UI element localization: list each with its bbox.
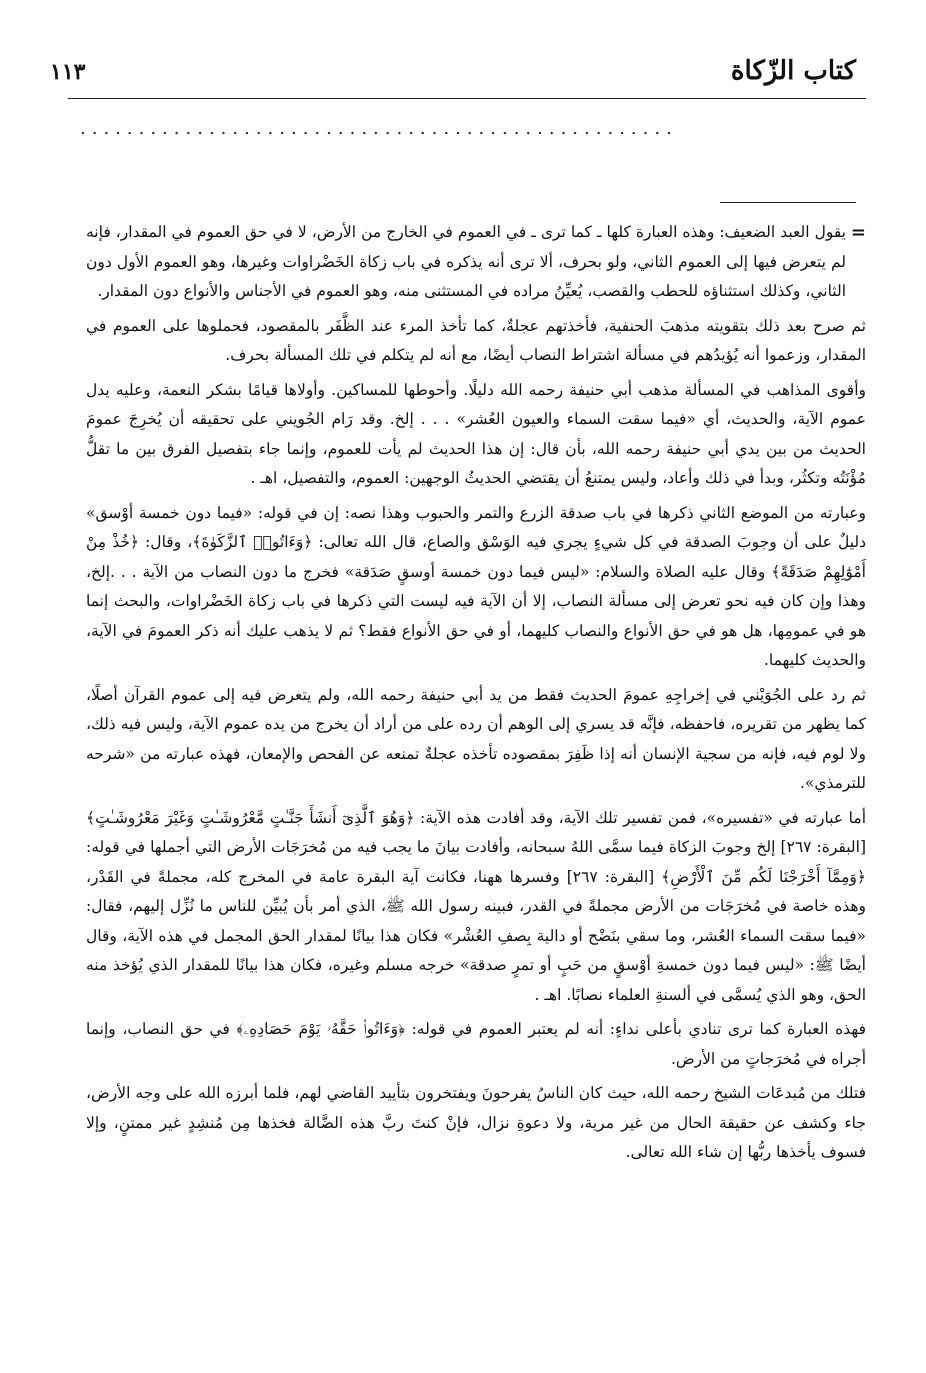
footnote-paragraph: وعبارته من الموضع الثاني ذكرها في باب صدقة الزرع والتمر والحبوب وهذا نصه: إن في قوله: «فيما دون خمسة أوْسق» دليلٌ على أن وجوبَ الصدقة في كل شيءٍ يجري فيه الوَسْق والصاع، قال الله تعالى: ﴿وَءَاتُوا۟ ٱلزَّكَوٰةَ﴾، وقال: ﴿خُذْ مِنْ أَمْوَٰلِهِمْ صَدَقَةً﴾ وقال عليه الصلاة والسلام: «ليس فيما دون خمسة أوسقٍ صَدَقة» فخرج ما دون النصاب من الآية . . .إلخ، وهذا وإن كان فيه نحو تعرض إلى مسألة النصاب، إلا أن الآية فيه ليست التي ذكرها في باب زكاة الخَضْراوات، والبحث إنما هو في عمومِها، هل هو في حق الأنواع والنصاب كليهما، أو في حق الأنواع فقط؟ ثم لا يذهب عليك أنه ذكر العمومَ في الآية، والحديث كليهما. (86, 503, 866, 669)
footnote-paragraph: ثم صرح بعد ذلك بتقويته مذهبَ الحنفية، فأخذتهم عجلةٌ، كما تأخذ المرء عند الظَّفَر بالمقصود، فحملوها على العموم في المقدار، وزعموا أنه يُؤيدُهم في مسألة اشتراط النصاب أيضًا، مع أنه لم يتكلم في تلك المسألة بحرف. (86, 316, 866, 364)
footnote-paragraph: فهذه العبارة كما ترى تنادي بأعلى نداءٍ: أنه لم يعتبر العموم في قوله: ﴿وَءَاتُوا۟ حَقَّهُۥ يَوْمَ حَصَادِهِۦ﴾ في حق النصاب، وإنما أجراه في مُخرَجاتٍ من الأرض. (86, 1020, 866, 1068)
dotted-separator: ................................................... (80, 118, 678, 139)
footnote-paragraph: فتلك من مُبدعَات الشيخ رحمه الله، حيث كان الناسُ يفرحونَ ويفتخرون بتأييد القاضي لهم، فلما أبرزه الله على وجه الأرض، جاء وكشف عن حقيقة الحال من غير مرية، ولا دعوةِ نزال، فإنْ كنتَ ربَّ هذه الضَّالة فخذها مِن مُنشِدٍ غير ممتنٍ، وإلا فسوف يأخذها ربُّها إن شاء الله تعالى. (86, 1084, 866, 1161)
footnote-paragraph: يقول العبد الضعيف: وهذه العبارة كلها ـ كما ترى ـ في العموم في الخارج من الأرض، لا في حق العموم في المقدار، فإنه لم يتعرض فيها إلى العموم الثاني، ولو بحرف، ألا ترى أنه يذكره في باب زكاة الخَضْراوات وغيرها، وهو العموم الأول دون الثاني، وكذلك استثناؤه للحطب والقصب، يُعيِّنُ مراده في المستثنى منه، وهو العموم في الأجناس والأنواع دون المقدار. (86, 223, 846, 300)
footnote-rule (720, 202, 856, 203)
header-rule (68, 98, 866, 99)
footnote-continuation-mark: = (850, 222, 866, 243)
page-number: ١١٣ (50, 59, 86, 85)
footnote-paragraph: ثم رد على الجُوَيْني في إخراجِهِ عمومَ الحديث فقط من يد أبي حنيفة رحمه الله، ولم يتعرض فيه إلى عموم القرآن أصلًا، كما يظهر من تقريره، فاحفظه، فإنَّه قد يسري إلى الوهم أن رده على من أراد أن يخرج من يده عموم الآية، وليس فيه ذلك، ولا لوم فيه، فإنه من سجية الإنسان أنه إذا ظَفِرَ بمقصوده تأخذه عجلةٌ تمنعه عن الفحص والإمعان، فهذه عبارته من «شرحه للترمذي». (86, 685, 866, 792)
footnote-body (86, 218, 866, 1173)
running-title: كتاب الزّكاة (730, 56, 856, 86)
page-header (50, 56, 856, 86)
footnote-paragraph: وأقوى المذاهب في المسألة مذهب أبي حنيفة رحمه الله دليلًا. وأحوطها للمساكين. وأولاها قيامًا بشكر النعمة، وعليه يدل عموم الآية، والحديث، أي «فيما سقت السماء والعيون العُشر» . . . إلخ. وقد رَام الجُويني على تحقيقه أن يُخرِجَ عمومَ الحديث من بين يدي أبي حنيفة رحمه الله، بأن قال: إن هذا الحديث لم يأت للعموم، وإنما جاء بتفصيل الفرق بين ما تقلُّ مُؤْنَتُه وتكثُر، وبدأ في ذلك وأعاد، وليس يمتنعُ أن يقتضي الحديثُ الوجهين: العموم، والتفصيل، اهـ . (86, 380, 866, 487)
footnote-paragraph: أما عبارته في «تفسيره»، فمن تفسير تلك الآية، وقد أفادت هذه الآية: ﴿وَهُوَ ٱلَّذِىٓ أَنشَأَ جَنَّـٰتٍ مَّعْرُوشَـٰتٍ وَغَيْرَ مَعْرُوشَـٰتٍ﴾ [البقرة: ٢٦٧] إلخ وجوبَ الزكاة فيما سمَّى اللهُ سبحانه، وأفادت بيانَ ما يجب فيه من مُخرَجَات الأرض التي أجملها في قوله: ﴿وَمِمَّآ أَخْرَجْنَا لَكُم مِّنَ ٱلْأَرْضِ﴾ [البقرة: ٢٦٧] وفسرها ههنا، فكانت آية البقرة عامة في المخرج كله، مجملةً في القَدْر، وهذه خاصة في مُخرَجَات من الأرض مجملةً في القدر، فبينه رسول الله ﷺ، الذي أمر بأن يُبيِّن للناس ما نُزِّل إليهم، فقال: «فيما سقت السماء العُشر، وما سقي بنَضْح أو دالية بِصفِ العُشْر» فكان هذا بيانًا لمقدار الحق المجمل في هذه الآية، وقال أيضًا ﷺ: «ليس فيما دون خمسةِ أوْسقٍ من حَبٍ أو تمرٍ صدقة» خرجه مسلم وغيره، فكان هذا بيانًا للمقدار الذي يُؤخذ منه الحق، وهو الذي يُسمَّى في ألسنةِ العلماء نصابًا. اهـ . (86, 808, 867, 1004)
